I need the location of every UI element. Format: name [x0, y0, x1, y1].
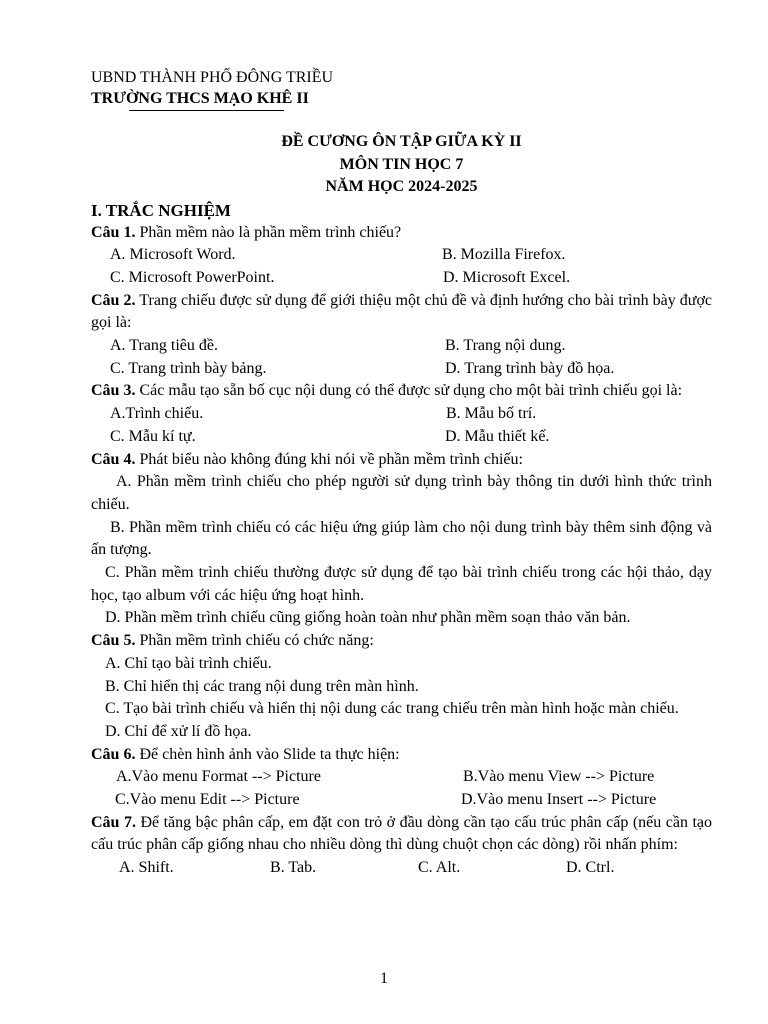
question-2: [91, 290, 712, 381]
option-c: C. Alt.: [418, 859, 461, 877]
question-text: [91, 449, 712, 472]
option-c: C. Trang trình bày bảng.: [110, 359, 267, 377]
option-d: D. Mẫu thiết kế.: [445, 427, 550, 445]
option-a: A. Microsoft Word.: [110, 246, 236, 264]
option-c: C. Microsoft PowerPoint.: [110, 268, 275, 286]
question-body: Để tăng bậc phân cấp, em đặt con trỏ ở đầu dòng cần tạo cấu trúc phân cấp (nếu cần tạo cấu trúc phân cấp giống nhau cho nhiều dòng thì dùng chuột chọn các dòng) rồi nhấn phím:: [91, 813, 712, 854]
question-number: Câu 1.: [91, 223, 136, 241]
option-c: C. Mẫu kí tự.: [110, 427, 196, 445]
question-text: [91, 744, 712, 767]
question-body: Phát biểu nào không đúng khi nói về phần mềm trình chiếu:: [135, 450, 523, 468]
option-row: [91, 789, 712, 812]
option-b: B. Phần mềm trình chiếu có các hiệu ứng giúp làm cho nội dung trình bày thêm sinh động và ấn tượng.: [91, 518, 712, 559]
option-row: [91, 426, 712, 449]
question-4: [91, 449, 712, 631]
option-a: A.Vào menu Format --> Picture: [116, 768, 321, 786]
question-number: Câu 2.: [91, 291, 136, 309]
option-c: C. Phần mềm trình chiếu thường được sử dụng để tạo bài trình chiếu trong các hội thảo, dạy học, tạo album với các hiệu ứng hoạt hình.: [91, 564, 712, 604]
title-line-3: NĂM HỌC 2024-2025: [325, 178, 478, 195]
option-d: D. Ctrl.: [566, 859, 615, 877]
question-text: [91, 812, 712, 857]
option-b: B.Vào menu View --> Picture: [463, 768, 655, 786]
option-d: D. Chỉ để xử lí đồ họa.: [105, 722, 252, 740]
option-b: B. Mozilla Firefox.: [442, 246, 566, 264]
question-text: [91, 222, 712, 245]
option-c: C. Tạo bài trình chiếu và hiển thị nội dung các trang chiếu trên màn hình hoặc màn chiếu.: [105, 700, 679, 718]
option-b: B. Chỉ hiển thị các trang nội dung trên màn hình.: [105, 677, 419, 695]
option-a: A. Trang tiêu đề.: [110, 337, 218, 355]
option-b: B. Mẫu bố trí.: [446, 405, 537, 423]
option-row: [91, 244, 712, 267]
question-number: Câu 4.: [91, 450, 136, 468]
option-row: [91, 358, 712, 381]
page-number: 1: [380, 970, 388, 987]
question-number: Câu 3.: [91, 382, 136, 400]
question-number: Câu 6.: [91, 745, 136, 763]
question-number: Câu 7.: [91, 813, 136, 831]
option-d: D.Vào menu Insert --> Picture: [461, 791, 657, 809]
question-text: [91, 630, 712, 653]
option-d: D. Phần mềm trình chiếu cũng giống hoàn toàn như phần mềm soạn thảo văn bản.: [105, 609, 631, 627]
question-3: [91, 380, 712, 448]
document-page: [91, 67, 712, 880]
option-row: [91, 403, 712, 426]
question-7: [91, 812, 712, 880]
option-row: [91, 857, 712, 880]
question-6: [91, 744, 712, 812]
question-text: [91, 380, 712, 403]
authority-name: UBND THÀNH PHỐ ĐÔNG TRIỀU: [91, 69, 334, 86]
document-title: [91, 131, 712, 199]
question-number: Câu 5.: [91, 632, 136, 650]
option-a: A. Chỉ tạo bài trình chiếu.: [105, 654, 272, 672]
option-c: C.Vào menu Edit --> Picture: [115, 791, 300, 809]
question-body: Phần mềm trình chiếu có chức năng:: [135, 632, 374, 650]
question-5: [91, 630, 712, 744]
question-body: Trang chiếu được sử dụng để giới thiệu một chủ đề và định hướng cho bài trình bày được gọi là:: [91, 291, 713, 332]
question-text: [91, 290, 712, 335]
question-1: [91, 222, 712, 290]
option-a: A.Trình chiếu.: [110, 405, 204, 423]
question-body: Các mẫu tạo sẵn bố cục nội dung có thể được sử dụng cho một bài trình chiếu gọi là:: [135, 382, 683, 400]
option-b: B. Trang nội dung.: [445, 337, 566, 355]
option-a: A. Phần mềm trình chiếu cho phép người sử dụng trình bày thông tin dưới hình thức trình chiếu.: [91, 473, 712, 513]
title-line-1: ĐỀ CƯƠNG ÔN TẬP GIỮA KỲ II: [281, 133, 522, 150]
option-row: [91, 335, 712, 358]
title-line-2: MÔN TIN HỌC 7: [339, 155, 464, 173]
school-underline: [129, 110, 284, 111]
section-heading: I. TRẮC NGHIỆM: [91, 200, 231, 220]
option-d: D. Microsoft Excel.: [443, 268, 571, 286]
question-body: Phần mềm nào là phần mềm trình chiếu?: [135, 223, 402, 241]
option-d: D. Trang trình bày đồ họa.: [445, 359, 615, 377]
option-b: B. Tab.: [270, 859, 317, 877]
option-a: A. Shift.: [119, 859, 174, 877]
document-header: [91, 67, 712, 111]
option-row: [91, 267, 712, 290]
question-body: Để chèn hình ảnh vào Slide ta thực hiện:: [135, 745, 400, 763]
school-name: TRƯỜNG THCS MẠO KHÊ II: [91, 90, 309, 107]
option-row: [91, 766, 712, 789]
